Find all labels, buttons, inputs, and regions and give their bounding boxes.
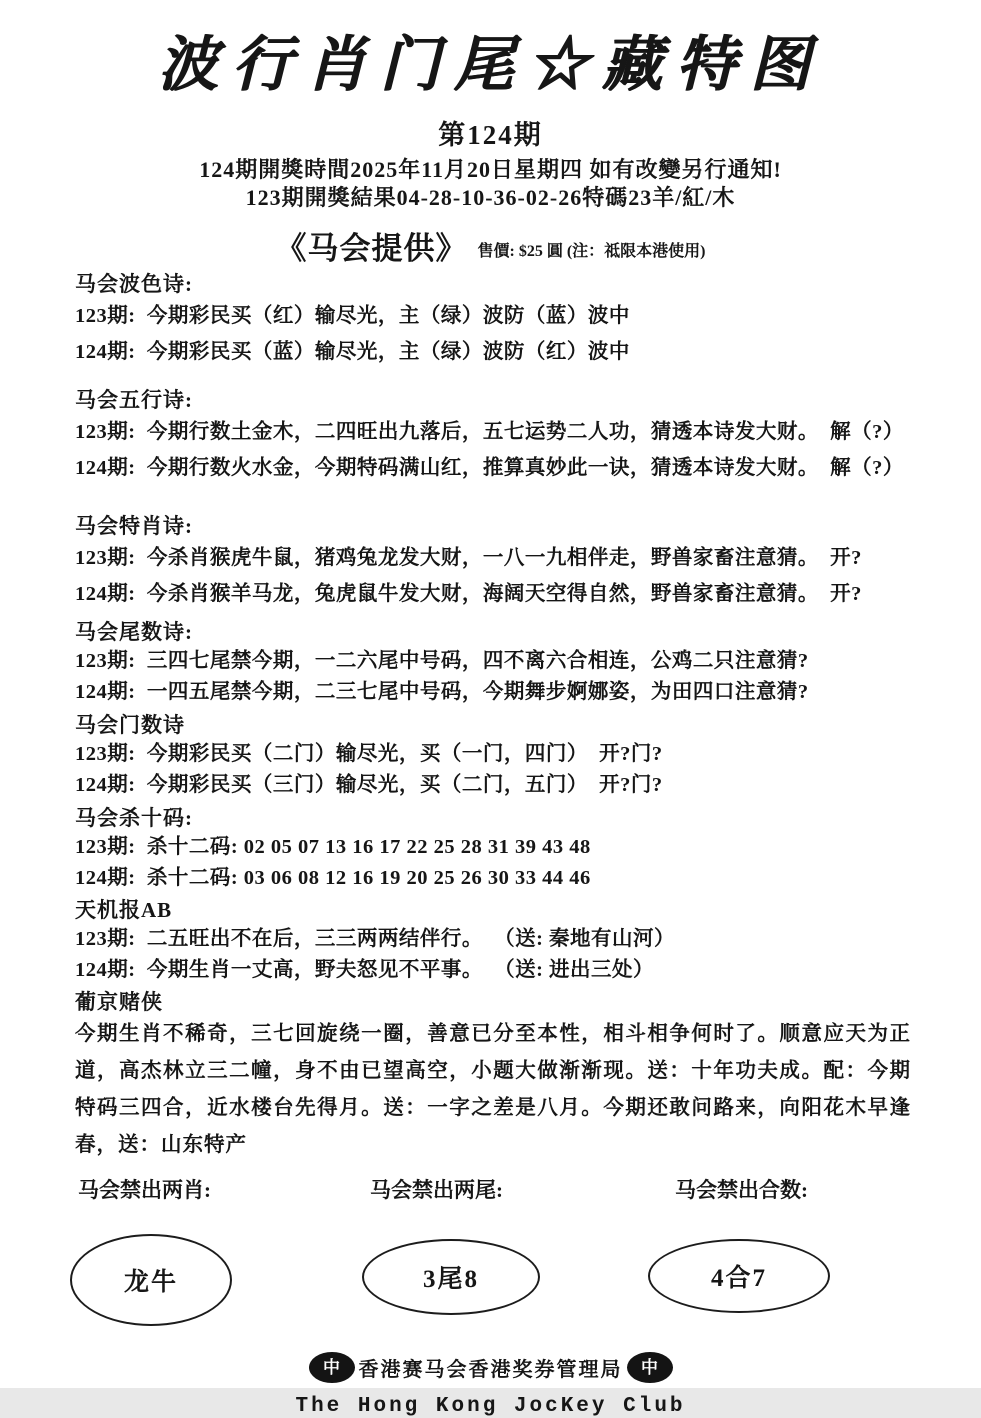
poem-line: 123期: 今期彩民买（红）输尽光，主（绿）波防（蓝）波中 — [75, 305, 630, 327]
section-title: 马会尾数诗: — [75, 620, 193, 644]
section-pujing-gambler — [75, 988, 911, 1164]
section-title: 马会波色诗: — [75, 272, 193, 296]
ban-two-zodiacs-label: 马会禁出两肖: — [78, 1178, 211, 1202]
section-title: 马会杀十码: — [75, 806, 193, 830]
section-title: 马会五行诗: — [75, 388, 193, 412]
section-title: 天机报AB — [75, 898, 173, 922]
poem-line: 123期: 今杀肖猴虎牛鼠，猪鸡兔龙发大财，一八一九相伴走，野兽家畜注意猜。 开? — [75, 547, 862, 569]
section-special-zodiac-poem — [75, 512, 911, 612]
poem-line: 124期: 今期彩民买（蓝）输尽光，主（绿）波防（红）波中 — [75, 341, 630, 363]
section-tianji-report-ab — [75, 896, 911, 986]
section-wave-color-poem — [75, 270, 911, 370]
ban-sum-label: 马会禁出合数: — [675, 1178, 808, 1202]
ban-two-tails-value: 3尾8 — [362, 1239, 540, 1315]
provider-name: 《马会提供》 — [275, 230, 468, 266]
banned-picks-row — [75, 1176, 911, 1328]
issue-number: 第124期 — [438, 120, 543, 150]
ban-two-zodiacs-value: 龙牛 — [70, 1234, 232, 1326]
section-title: 马会门数诗 — [75, 713, 185, 737]
section-title: 葡京赌侠 — [75, 990, 163, 1014]
poem-sections — [0, 270, 981, 1328]
organisation-name-en: The Hong Kong JocKey Club — [295, 1395, 686, 1418]
poem-line: 123期: 三四七尾禁今期，一二六尾中号码，四不离六合相连，公鸡二只注意猜? — [75, 650, 809, 672]
poem-line: 123期: 今期彩民买（二门）输尽光，买（一门，四门） 开?门? — [75, 743, 663, 765]
poem-line: 124期: 杀十二码: 03 06 08 12 16 19 20 25 26 30 33 44 46 — [75, 867, 591, 889]
poem-line: 124期: 今期彩民买（三门）输尽光，买（二门，五门） 开?门? — [75, 774, 663, 796]
ban-two-tails-label: 马会禁出两尾: — [370, 1178, 503, 1202]
poem-line: 124期: 一四五尾禁今期，二三七尾中号码，今期舞步婀娜姿，为田四口注意猜? — [75, 681, 809, 703]
poem-line: 124期: 今杀肖猴羊马龙，兔虎鼠牛发大财，海阔天空得自然，野兽家畜注意猜。 开? — [75, 583, 862, 605]
price-note: 售價: $25 圓 (注：祗限本港使用) — [477, 242, 706, 260]
section-title: 马会特肖诗: — [75, 514, 193, 538]
section-five-elements-poem — [75, 386, 911, 486]
page-title: 波行肖门尾☆藏特图 — [157, 32, 824, 98]
poem-line: 124期: 今期生肖一丈高，野夫怒见不平事。 （送: 进出三处） — [75, 959, 655, 981]
section-kill-ten-codes — [75, 804, 911, 894]
draw-time-notice: 124期開獎時間2025年11月20日星期四 如有改變另行通知! — [199, 157, 782, 182]
previous-result-line: 123期開獎結果04-28-10-36-02-26特碼23羊/紅/木 — [245, 185, 736, 210]
section-gate-number-poem — [75, 711, 911, 801]
poem-line: 123期: 今期行数土金木，二四旺出九落后，五七运势二人功，猜透本诗发大财。 解（?） — [75, 421, 904, 443]
poem-line: 124期: 今期行数火水金，今期特码满山红，推算真妙此一诀，猜透本诗发大财。 解（?） — [75, 457, 904, 479]
pujing-paragraph: 今期生肖不稀奇，三七回旋绕一圈，善意已分至本性，相斗相争何时了。顺意应天为正道，高杰林立三二幢，身不由已望高空，小题大做渐渐现。送：十年功夫成。配：今期特码三四合，近水楼台先得月。送：一字之差是八月。今期还敢问路来，向阳花木早逢春，送：山东特产 — [75, 1023, 911, 1156]
poem-line: 123期: 二五旺出不在后，三三两两结伴行。 （送: 秦地有山河） — [75, 928, 676, 950]
ban-sum-value: 4合7 — [648, 1239, 830, 1313]
organisation-row — [0, 1352, 981, 1383]
section-tail-number-poem — [75, 618, 911, 708]
provider-row — [0, 224, 981, 266]
jockey-club-emblem-icon: 中 — [309, 1352, 355, 1383]
jockey-club-emblem-icon: 中 — [627, 1352, 673, 1383]
poem-line: 123期: 杀十二码: 02 05 07 13 16 17 22 25 28 31 39 43 48 — [75, 836, 591, 858]
organisation-name-cn: 香港赛马会香港奖券管理局 — [358, 1359, 623, 1381]
